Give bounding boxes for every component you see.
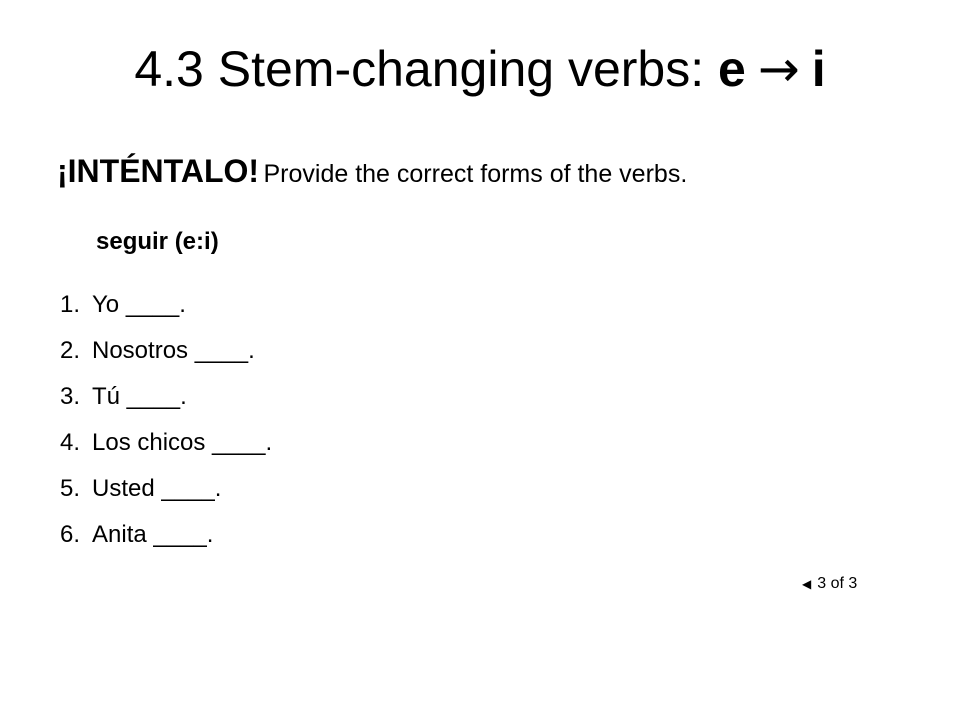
slide-title xyxy=(0,34,960,104)
title-from-letter: e xyxy=(718,41,746,97)
page-indicator: 3 of 3 xyxy=(817,575,858,592)
item-text: Usted ____. xyxy=(92,475,222,502)
exercise-item xyxy=(60,420,272,466)
exercise-item xyxy=(60,328,272,374)
item-number: 2. xyxy=(60,337,81,364)
item-text: Tú ____. xyxy=(92,383,187,410)
item-number: 5. xyxy=(60,475,81,502)
title-to-letter: i xyxy=(811,41,826,97)
exercise-list xyxy=(60,282,272,558)
slide-navigation[interactable] xyxy=(802,572,857,596)
item-number: 4. xyxy=(60,429,81,456)
exercise-item xyxy=(60,466,272,512)
instruction-text: Provide the correct forms of the verbs. xyxy=(263,160,688,188)
verb-label: seguir (e:i) xyxy=(96,228,219,255)
exercise-item xyxy=(60,282,272,328)
item-number: 1. xyxy=(60,291,81,318)
exercise-item xyxy=(60,374,272,420)
item-text: Los chicos ____. xyxy=(92,429,273,456)
instruction-heading: ¡INTÉNTALO! xyxy=(57,153,260,189)
item-text: Yo ____. xyxy=(92,291,186,318)
item-text: Anita ____. xyxy=(92,521,214,548)
right-arrow-icon: → xyxy=(757,40,800,98)
exercise-item xyxy=(60,512,272,558)
item-number: 6. xyxy=(60,521,81,548)
title-prefix: 4.3 Stem-changing verbs: xyxy=(134,41,719,97)
item-text: Nosotros ____. xyxy=(92,337,255,364)
triangle-left-icon[interactable]: ◀ xyxy=(802,577,812,591)
instruction xyxy=(57,146,687,203)
item-number: 3. xyxy=(60,383,81,410)
